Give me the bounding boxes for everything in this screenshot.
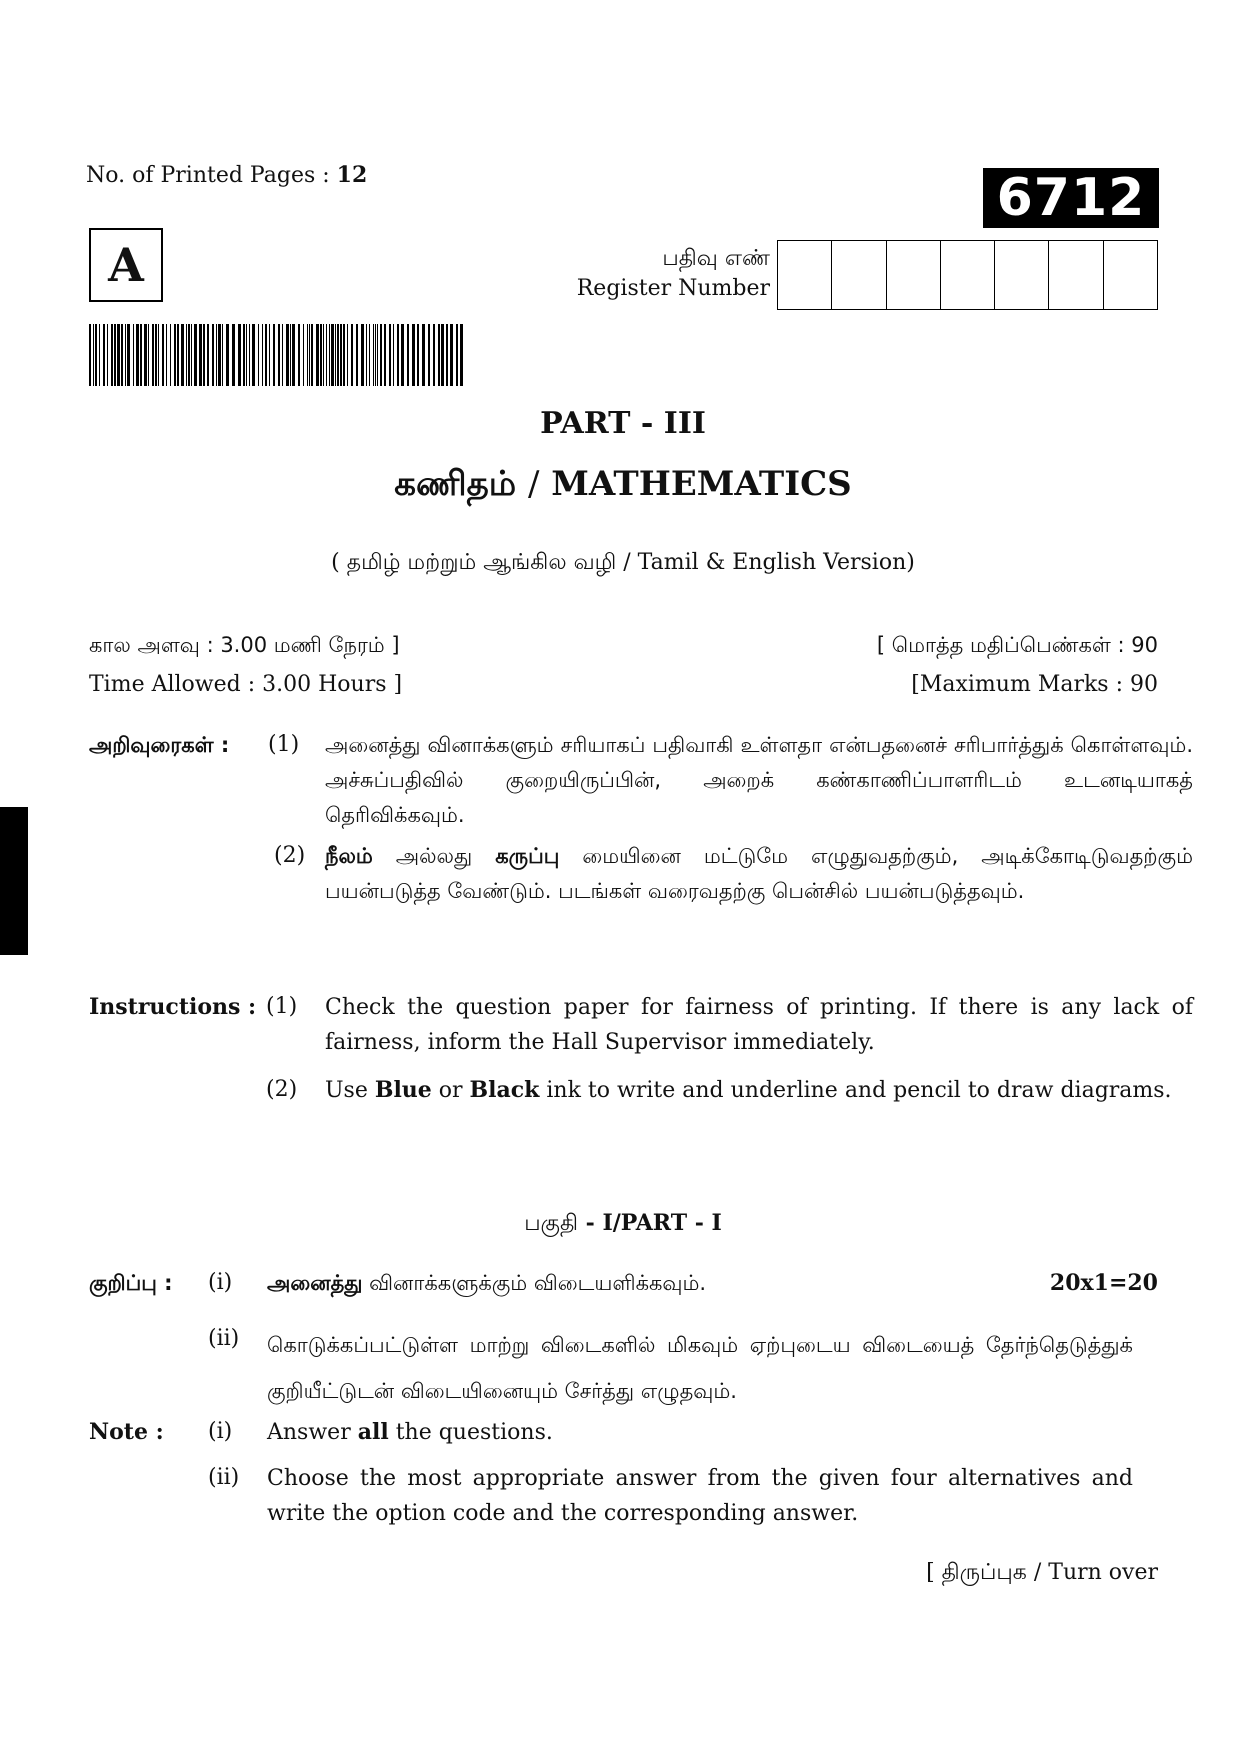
barcode-bar [375,324,376,386]
barcode-bar [356,324,358,386]
barcode-bar [181,324,184,386]
barcode-bar [320,324,322,386]
barcode-bar [351,324,353,386]
blue-word: Blue [374,1077,432,1103]
all-word: all [357,1419,389,1445]
barcode-bar [199,324,202,386]
part-marks: 20x1=20 [1049,1270,1158,1296]
instructions-english-label: Instructions : [89,994,257,1020]
black-word-tamil: கருப்பு [495,844,560,868]
barcode-bar [127,324,130,386]
turn-over: [ திருப்புக / Turn over [926,1560,1158,1585]
barcode-bar [140,324,142,386]
barcode-bar [422,324,425,386]
register-cell [832,241,886,309]
printed-pages-value: 12 [336,162,368,188]
note-english-2: Choose the most appropriate answer from the given four alternatives and write the option code and the corresponding answer. [267,1466,1133,1526]
barcode-bar [278,324,280,386]
barcode-bar [121,324,123,386]
instruction-tamil-1: அனைத்து வினாக்களும் சரியாகப் பதிவாகி உள்ளதா என்பதனைச் சரிபார்த்துக் கொள்ளவும். அச்சுப்பதிவில் குறையிருப்பின், அறைக் கண்காணிப்பாளரிடம் உடனடியாகத் தெரிவிக்கவும். [325,733,1193,827]
register-cell [778,241,832,309]
barcode-bar [111,324,113,386]
printed-pages-label: No. of Printed Pages : [86,163,330,188]
barcode-bar [380,324,382,386]
barcode-bar [331,324,334,386]
barcode-bar [303,324,304,386]
barcode-bar [329,324,330,386]
barcode-bar [243,324,245,386]
instruction-english-1: Check the question paper for fairness of printing. If there is any lack of fairness, inform the Hall Supervisor immediately. [325,995,1193,1055]
barcode-bar [155,324,157,386]
instruction-tamil-2: நீலம் அல்லது கருப்பு மையினை மட்டுமே எழுதுவதற்கும், அடிக்கோடிடுவதற்கும் பயன்படுத்த வேண்டும். படங்கள் வரைவதற்கு பென்சில் பயன்படுத்தவும். [325,844,1193,903]
barcode-bar [162,324,164,386]
barcode-bar [401,324,404,386]
barcode-bar [177,324,179,386]
note-english-label: Note : [89,1419,164,1445]
barcode-bar [246,324,247,386]
barcode-bar [343,324,345,386]
subject-english: MATHEMATICS [551,464,852,504]
barcode-bar [136,324,139,386]
barcode-bar [417,324,419,386]
note-number: (i) [208,1419,233,1444]
barcode-bar [148,324,149,386]
barcode-bar [373,324,374,386]
barcode-bar [152,324,154,386]
instruction-number: (1) [266,994,298,1019]
instruction-number: (2) [266,1077,298,1102]
barcode-bar [133,324,134,386]
subject-tamil: கணிதம் [394,464,517,504]
all-word-tamil: அனைத்து [267,1271,363,1295]
barcode-bar [441,324,444,386]
barcode-bar [249,324,250,386]
barcode-bar [226,324,229,386]
barcode-bar [262,324,263,386]
barcode-bar [89,324,91,386]
barcode-bar [238,324,241,386]
barcode-bar [107,324,108,386]
instruction-number: (2) [274,843,306,868]
barcode-bar [292,324,295,386]
barcode-bar [222,324,223,386]
max-marks-tamil: [ மொத்த மதிப்பெண்கள் : 90 [876,633,1158,657]
barcode-bar [389,324,391,386]
section-heading [0,1210,1240,1239]
barcode-bar [282,324,283,386]
barcode-bar [166,324,167,386]
barcode-bar [369,324,370,386]
barcode-bar [144,324,147,386]
barcode-bar [428,324,430,386]
subject-title [0,464,1240,508]
barcode-bar [446,324,448,386]
barcode-bar [397,324,399,386]
version-line: ( தமிழ் மற்றும் ஆங்கில வழி / Tamil & English Version) [331,550,915,575]
series-box: A [89,228,163,302]
barcode-bar [269,324,270,386]
barcode-bar [207,324,209,386]
barcode-bar [232,324,235,386]
barcode-bar [95,324,97,386]
barcode-bar [158,324,159,386]
section-heading-english: - I/PART - I [578,1210,722,1236]
barcode-bar [103,324,105,386]
paper-code-box: 6712 [983,168,1159,228]
barcode-image [89,324,464,386]
note-number: (i) [208,1270,233,1295]
barcode-bar [203,324,205,386]
barcode-bar [258,324,259,386]
max-marks-english: [Maximum Marks : 90 [911,672,1158,697]
barcode-bar [323,324,324,386]
register-number-label [520,244,770,304]
register-cell [887,241,941,309]
barcode-bar [188,324,190,386]
time-allowed-tamil: கால அளவு : 3.00 மணி நேரம் ] [89,633,400,657]
barcode-bar [377,324,378,386]
time-allowed-english: Time Allowed : 3.00 Hours ] [89,672,403,697]
register-cell [995,241,1049,309]
register-label-english: Register Number [576,276,770,301]
barcode-bar [456,324,458,386]
section-heading-tamil: பகுதி [524,1211,579,1236]
instruction-english-2: Use Blue or Black ink to write and underline and pencil to draw diagrams. [325,1077,1172,1103]
barcode-bar [212,324,214,386]
barcode-bar [216,324,217,386]
barcode-bar [412,324,415,386]
barcode-bar [433,324,435,386]
barcode-bar [93,324,94,386]
barcode-bar [366,324,367,386]
part-title: PART - III [540,406,706,441]
note-english-1: Answer all the questions. [267,1419,553,1445]
barcode-bar [290,324,291,386]
barcode-bar [218,324,221,386]
instruction-number: (1) [268,732,300,757]
barcode-bar [114,324,116,386]
margin-black-bar [0,807,28,955]
barcode-bar [361,324,364,386]
black-word: Black [469,1077,540,1103]
barcode-bar [170,324,171,386]
barcode-bar [265,324,267,386]
barcode-bar [309,324,310,386]
barcode-bar [125,324,126,386]
barcode-bar [174,324,176,386]
register-cell [1049,241,1103,309]
barcode-bar [393,324,394,386]
barcode-bar [326,324,327,386]
barcode-bar [273,324,275,386]
barcode-bar [307,324,308,386]
subject-separator: / [527,464,540,504]
blue-word-tamil: நீலம் [325,844,373,868]
register-label-tamil: பதிவு எண் [662,246,770,271]
barcode-bar [186,324,187,386]
barcode-bar [335,324,336,386]
barcode-bar [194,324,197,386]
barcode-bar [99,324,100,386]
barcode-bar [311,324,313,386]
barcode-bar [438,324,440,386]
register-cell [1104,241,1157,309]
note-tamil-2: கொடுக்கப்பட்டுள்ள மாற்று விடைகளில் மிகவும் ஏற்புடைய விடையைத் தேர்ந்தெடுத்துக் குறியீட்டுடன் விடையினையும் சேர்த்து எழுதவும். [267,1333,1133,1403]
note-tamil-1: அனைத்து வினாக்களுக்கும் விடையளிக்கவும். [267,1271,707,1295]
note-tamil-label: குறிப்பு : [89,1271,173,1295]
barcode-bar [252,324,255,386]
instructions-tamil-label: அறிவுரைகள் : [89,733,230,757]
barcode-bar [117,324,120,386]
barcode-bar [384,324,386,386]
barcode-bar [340,324,342,386]
barcode-bar [407,324,409,386]
register-cell [941,241,995,309]
note-number: (ii) [208,1326,240,1351]
barcode-bar [347,324,348,386]
note-number: (ii) [208,1465,240,1490]
barcode-bar [450,324,453,386]
barcode-bar [337,324,339,386]
barcode-bar [298,324,300,386]
barcode-bar [316,324,319,386]
printed-pages [86,162,367,188]
barcode-bar [191,324,192,386]
register-number-grid [777,240,1158,310]
barcode-bar [286,324,289,386]
barcode-bar [460,324,463,386]
